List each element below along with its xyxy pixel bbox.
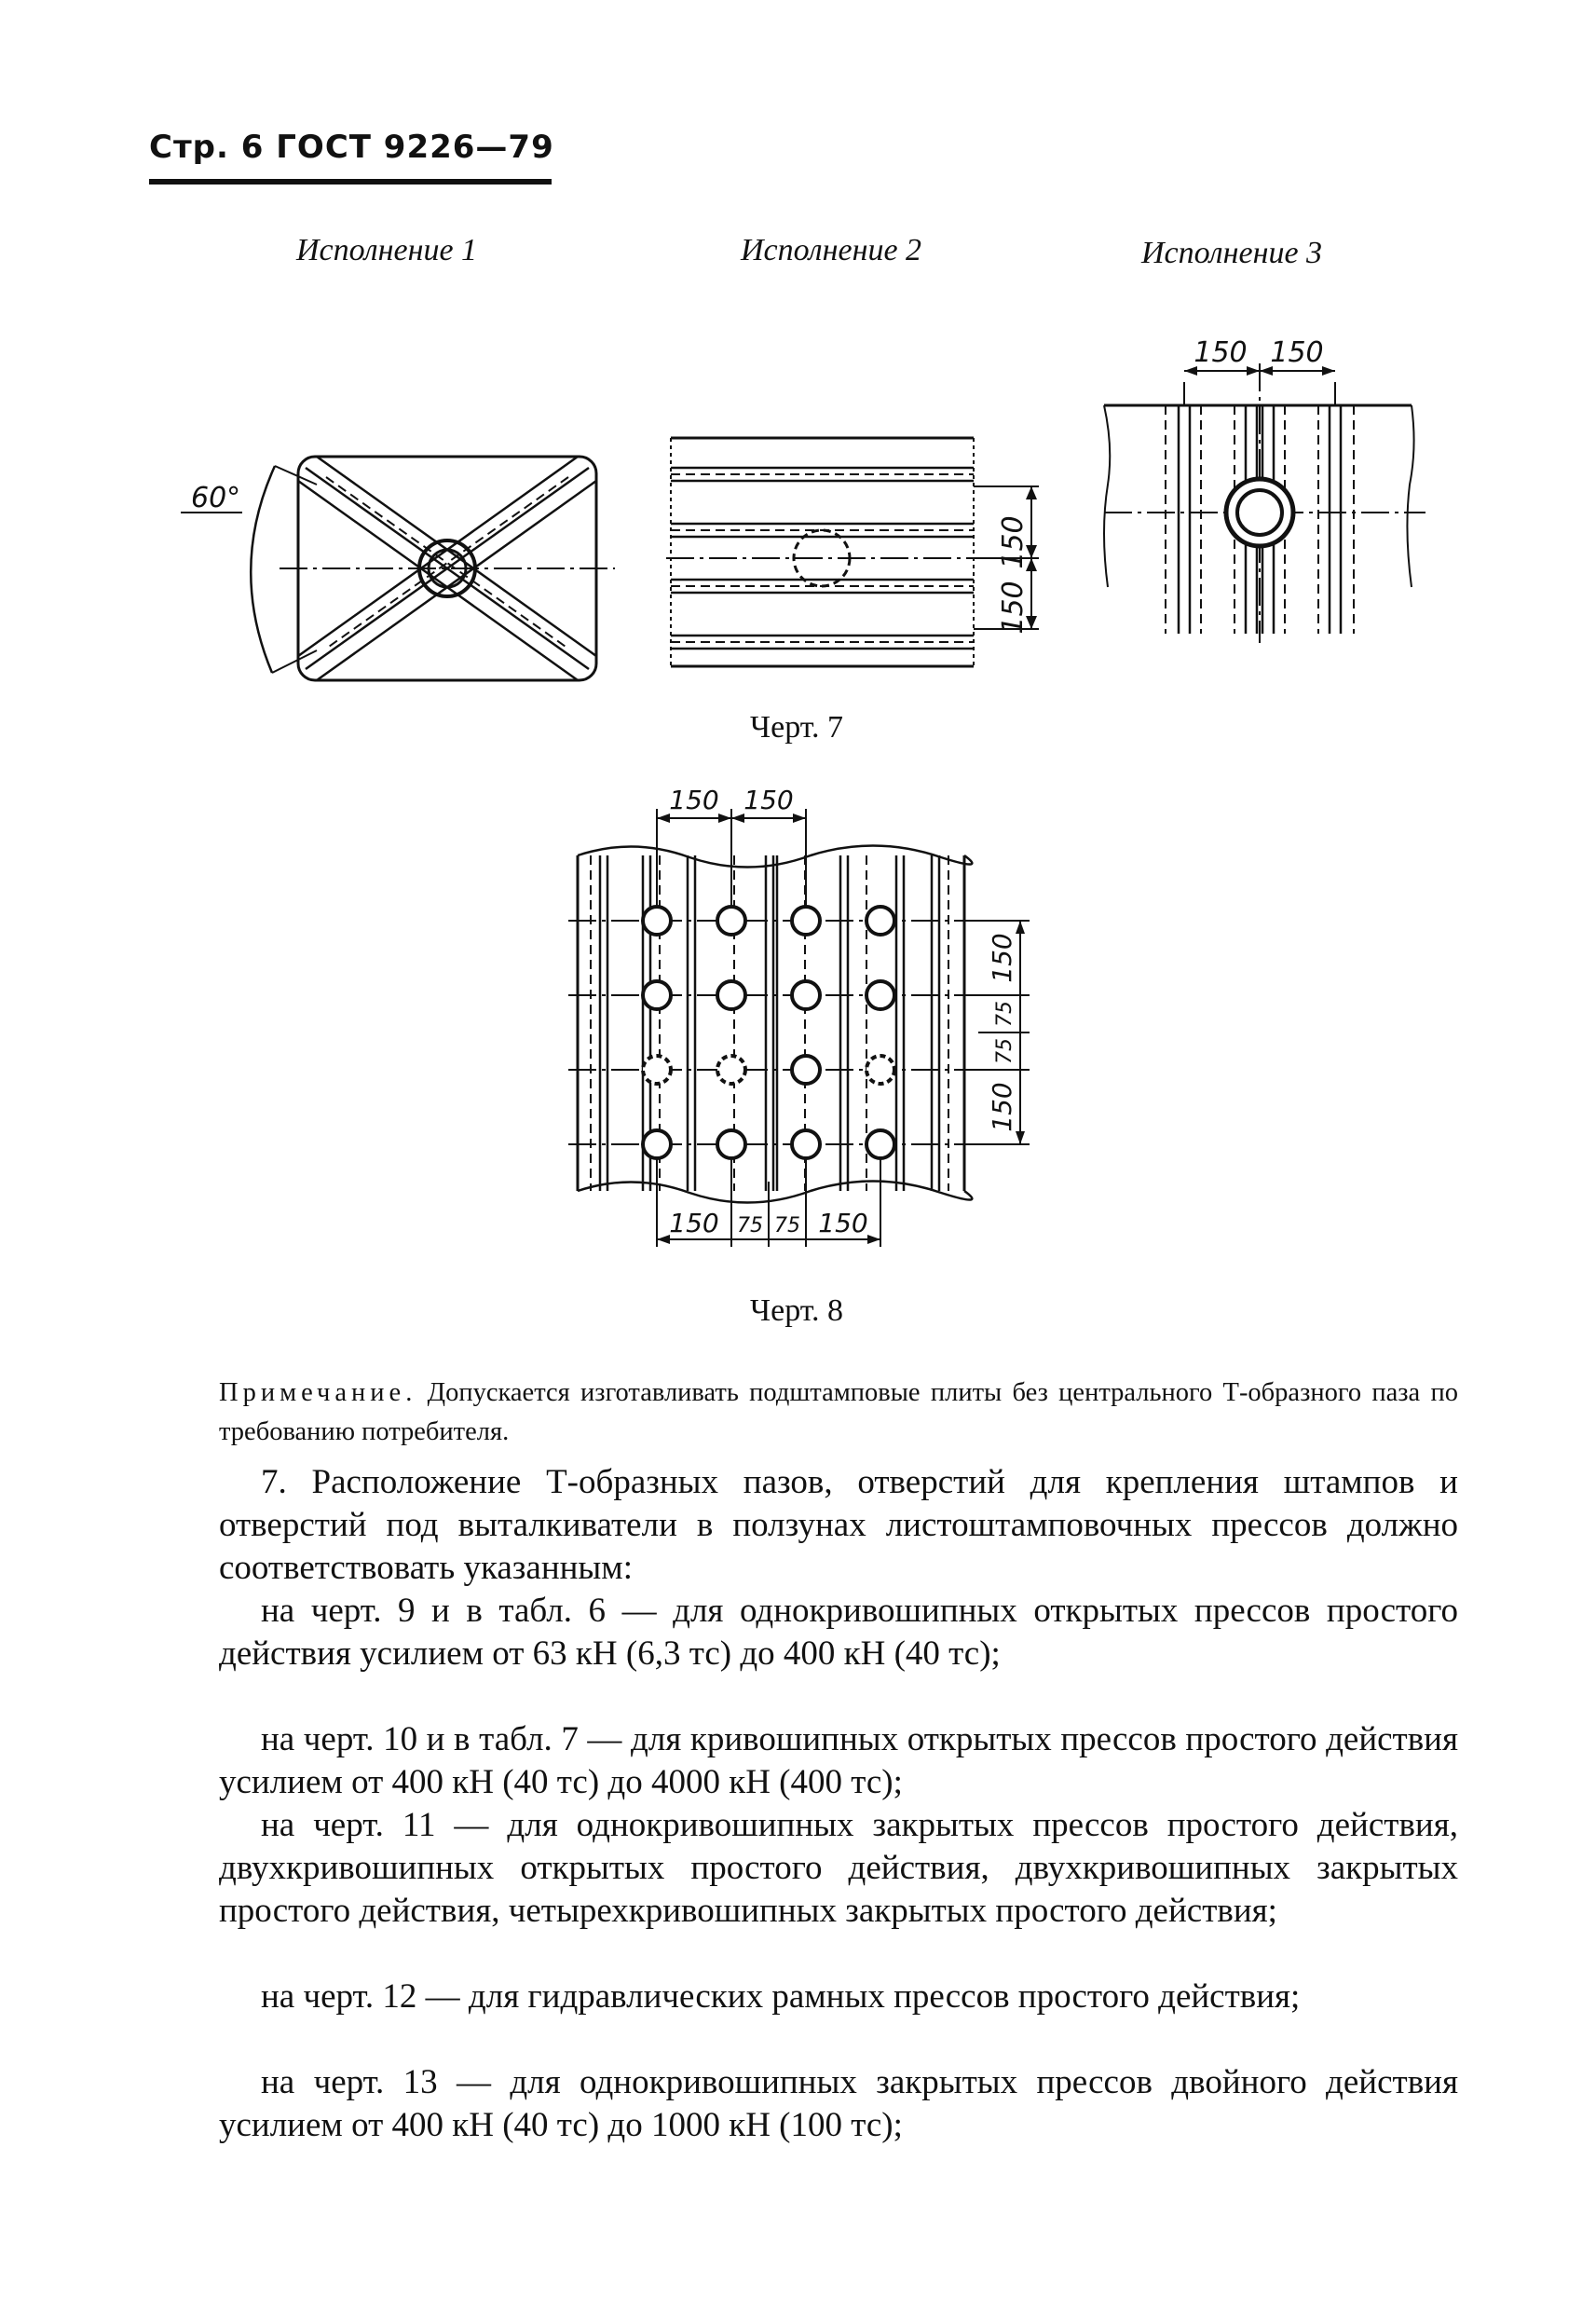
dim-150-left: 150 xyxy=(1194,336,1248,369)
note-label: Примечание. xyxy=(219,1378,417,1407)
figure-8-caption: Черт. 8 xyxy=(750,1293,844,1328)
paragraph-7: 7. Расположение Т-образных пазов, отверстий для крепления штампов и отверстий под выталкиватели в ползунах листоштамповочных прессов должно соответствовать указанным: xyxy=(219,1463,1458,1587)
variant-1-label: Исполнение 1 xyxy=(296,233,478,267)
top-dim-1: 150 xyxy=(669,785,719,815)
figure-7-variant-3 xyxy=(1104,326,1439,643)
right-dim-4: 150 xyxy=(987,1082,1017,1132)
figure-7-caption: Черт. 7 xyxy=(750,710,844,745)
paragraph-drawing-11: на черт. 11 — для однокривошипных закрытых прессов простого действия, двухкривошипных открытых простого действия, двухкривошипных закрытых простого действия, четырехкривошипных закрытых простого действия; xyxy=(219,1806,1458,1930)
paragraph-drawing-12: на черт. 12 — для гидравлических рамных прессов простого действия; xyxy=(261,1977,1301,2016)
figure-7-variant-2 xyxy=(666,429,1057,680)
note xyxy=(219,1374,1458,1452)
hole-grid xyxy=(643,907,894,1158)
angle-label: 60° xyxy=(191,482,241,514)
figure-7-variant-1 xyxy=(186,429,634,708)
bottom-dim-3: 75 xyxy=(774,1214,800,1238)
dim-150-a: 150 xyxy=(997,515,1030,569)
right-dim-2: 75 xyxy=(993,1001,1016,1027)
paragraph-drawing-13: на черт. 13 — для однокривошипных закрытых прессов двойного действия усилием от 400 кН (40 тс) до 1000 кН (100 тс); xyxy=(219,2063,1458,2144)
variant-3-label: Исполнение 3 xyxy=(1141,236,1323,270)
dim-150-right: 150 xyxy=(1270,336,1324,369)
figure-8 xyxy=(550,781,1071,1284)
bottom-dim-1: 150 xyxy=(669,1208,719,1238)
bottom-dim-2: 75 xyxy=(737,1214,763,1238)
bottom-dim-4: 150 xyxy=(818,1208,868,1238)
right-dim-1: 150 xyxy=(987,933,1017,983)
variant-2-label: Исполнение 2 xyxy=(741,233,922,267)
top-dim-2: 150 xyxy=(743,785,794,815)
paragraph-drawing-10: на черт. 10 и в табл. 7 — для кривошипных открытых прессов простого действия усилием от 400 кН (40 тс) до 4000 кН (400 тс); xyxy=(219,1720,1458,1801)
paragraph-drawing-9: на черт. 9 и в табл. 6 — для однокривошипных открытых прессов простого действия усилием от 63 кН (6,3 тс) до 400 кН (40 тс); xyxy=(219,1592,1458,1673)
note-text: Допускается изготавливать подштамповые плиты без центрального Т-образного паза по требованию потребителя. xyxy=(219,1378,1458,1446)
right-dim-3: 75 xyxy=(993,1038,1016,1064)
page-header xyxy=(149,129,554,166)
header-rule xyxy=(149,179,552,185)
standard-number: ГОСТ 9226—79 xyxy=(276,129,554,166)
dim-150-b: 150 xyxy=(997,581,1030,635)
page-number: Стр. 6 xyxy=(149,129,265,166)
